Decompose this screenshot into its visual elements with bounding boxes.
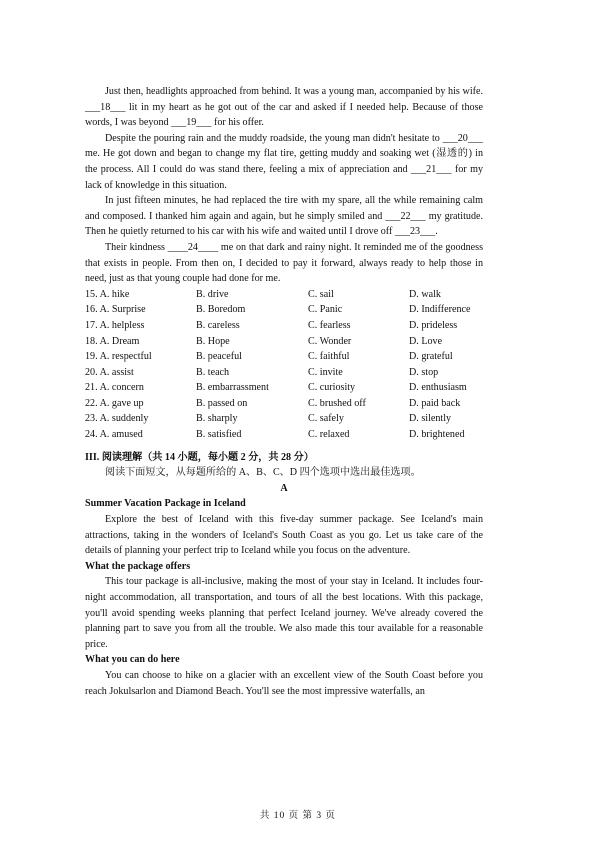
option-20-d: D. stop [409, 366, 439, 378]
option-15-a: 15. A. hike [85, 288, 130, 300]
article-heading-1: What the package offers [85, 560, 191, 572]
option-20-b: B. teach [196, 366, 230, 378]
page-content [85, 84, 483, 699]
option-22-b: B. passed on [196, 397, 248, 409]
option-21-d: D. enthusiasm [409, 382, 467, 394]
story-paragraph-2: Despite the pouring rain and the muddy roadside, the young man didn't hesitate to ___20___ me. He got down and began to change my flat tire, getting muddy and soaking wet (湿透的) in the process. All I could do was stand there, feeling a mix of appreciation and ___21___ for my lack of knowledge in this situation. [85, 132, 483, 191]
option-17-b: B. careless [196, 319, 240, 331]
option-24-a: 24. A. amused [85, 429, 143, 441]
option-21-c: C. curiosity [308, 382, 356, 394]
option-15-c: C. sail [308, 288, 334, 300]
page-footer: 共 10 页 第 3 页 [259, 811, 337, 821]
section-instruction: 阅读下面短文，从每题所给的 A、B、C、D 四个选项中选出最佳选项。 [105, 467, 421, 479]
option-18-a: 18. A. Dream [85, 335, 140, 347]
option-24-b: B. satisfied [196, 429, 242, 441]
option-16-c: C. Panic [308, 304, 343, 316]
option-17-a: 17. A. helpless [85, 319, 145, 331]
option-23-c: C. safely [308, 413, 344, 425]
option-19-a: 19. A. respectful [85, 351, 152, 363]
option-23-b: B. sharply [196, 413, 238, 425]
option-22-d: D. paid back [409, 397, 461, 409]
option-17-d: D. prideless [409, 319, 458, 331]
option-16-d: D. Indifference [409, 304, 471, 316]
option-23-a: 23. A. suddenly [85, 413, 149, 425]
option-18-d: D. Love [409, 335, 443, 347]
option-19-c: C. faithful [308, 351, 350, 363]
option-17-c: C. fearless [308, 319, 351, 331]
story-paragraph-4: Their kindness ____24____ me on that dark and rainy night. It reminded me of the goodness that exists in people. From then on, I decided to pay it forward, always ready to help those in need, just as that young couple had done for me. [85, 241, 483, 285]
story-paragraph-3: In just fifteen minutes, he had replaced the tire with my spare, all the while remaining calm and composed. I thanked him again and again, but he simply smiled and ___22___ my gratitude. Then he quietly returned to his car with his wife and waited until I drove off ___23___. [85, 195, 483, 238]
story-paragraph-1: Just then, headlights approached from behind. It was a young man, accompanied by his wife. ___18___ lit in my heart as he got out of the car and asked if I needed help. Because of those words, I was beyond ___19___ for his offer. [85, 86, 483, 129]
option-22-c: C. brushed off [308, 397, 366, 409]
option-22-a: 22. A. gave up [85, 397, 144, 409]
article-paragraph-1: This tour package is all-inclusive, making the most of your stay in Iceland. It includes four-night accommodation, all transportation, and tours of all the best locations. With this package, you'll avoid spending weeks planning that perfect Iceland journey. We've already covered the planning part to save you from all the trouble. We also made this tour available for a reasonable price. [85, 576, 483, 650]
option-16-a: 16. A. Surprise [85, 304, 146, 316]
option-18-b: B. Hope [196, 335, 230, 347]
option-24-c: C. relaxed [308, 429, 350, 441]
option-20-c: C. invite [308, 366, 343, 378]
option-23-d: D. silently [409, 413, 452, 425]
option-16-b: B. Boredom [196, 304, 246, 316]
option-15-d: D. walk [409, 288, 441, 300]
article-title: Summer Vacation Package in Iceland [85, 498, 246, 510]
option-19-d: D. grateful [409, 351, 453, 363]
option-20-a: 20. A. assist [85, 366, 134, 378]
option-24-d: D. brightened [409, 429, 465, 441]
article-intro: Explore the best of Iceland with this five-day summer package. See Iceland's main attractions, taking in the wonders of Iceland's South Coast as you go. Let us take care of the details of planning your perfect trip to Iceland while you focus on the adventure. [85, 514, 483, 557]
article-heading-2: What you can do here [85, 654, 180, 666]
option-19-b: B. peaceful [196, 351, 242, 363]
option-21-b: B. embarrassment [196, 382, 269, 394]
option-21-a: 21. A. concern [85, 382, 144, 394]
option-18-c: C. Wonder [308, 335, 352, 347]
section-title: III. 阅读理解（共 14 小题，每小题 2 分，共 28 分） [85, 451, 314, 463]
options-grid [85, 287, 483, 443]
part-label: A [280, 482, 288, 494]
article-paragraph-2: You can choose to hike on a glacier with an excellent view of the South Coast before you reach Jokulsarlon and Diamond Beach. You'll see the most impressive waterfalls, an [85, 669, 483, 697]
option-15-b: B. drive [196, 288, 229, 300]
